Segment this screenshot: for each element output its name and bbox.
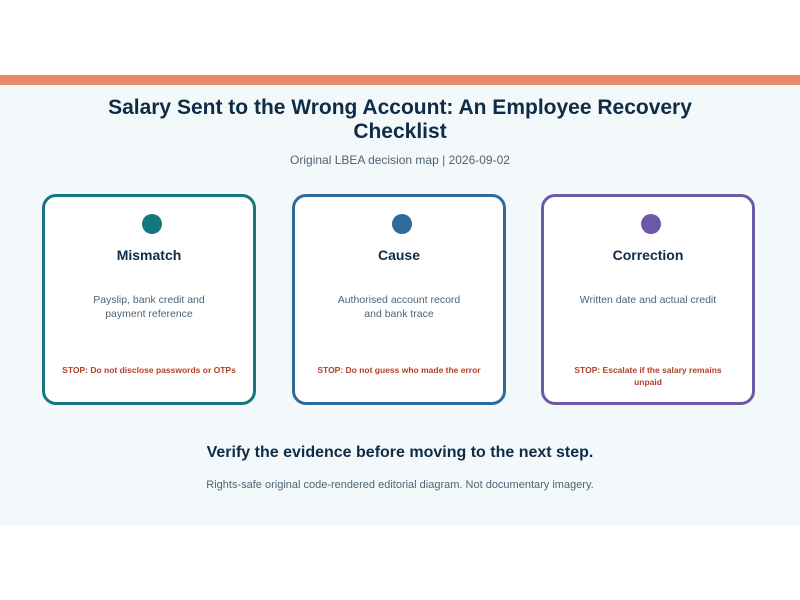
- card-description: Authorised account record and bank trace: [337, 294, 461, 320]
- footer-note: Rights-safe original code-rendered editorial diagram. Not documentary imagery.: [206, 479, 594, 491]
- card-stop-warning: STOP: Do not guess who made the error: [317, 365, 481, 375]
- card-description: Payslip, bank credit and payment reference: [93, 294, 205, 320]
- card-correction: [541, 194, 755, 405]
- accent-bar: [0, 75, 800, 85]
- page-subtitle: Original LBEA decision map | 2026-09-02: [290, 153, 510, 167]
- footer-message: Verify the evidence before moving to the next step.: [206, 444, 594, 461]
- card-dot-icon: [142, 214, 162, 234]
- card-title: Cause: [377, 247, 421, 263]
- page-title: Salary Sent to the Wrong Account: An Employee Recovery Checklist: [108, 96, 692, 143]
- card-title: Correction: [612, 247, 684, 263]
- card-stop-warning: STOP: Do not disclose passwords or OTPs: [62, 365, 236, 375]
- card-stop-warning: STOP: Escalate if the salary remains unpaid: [574, 365, 722, 387]
- card-description: Written date and actual credit: [579, 294, 717, 306]
- card-title: Mismatch: [116, 247, 182, 263]
- card-dot-icon: [392, 214, 412, 234]
- card-cause: [292, 194, 506, 405]
- card-dot-icon: [641, 214, 661, 234]
- card-mismatch: [42, 194, 256, 405]
